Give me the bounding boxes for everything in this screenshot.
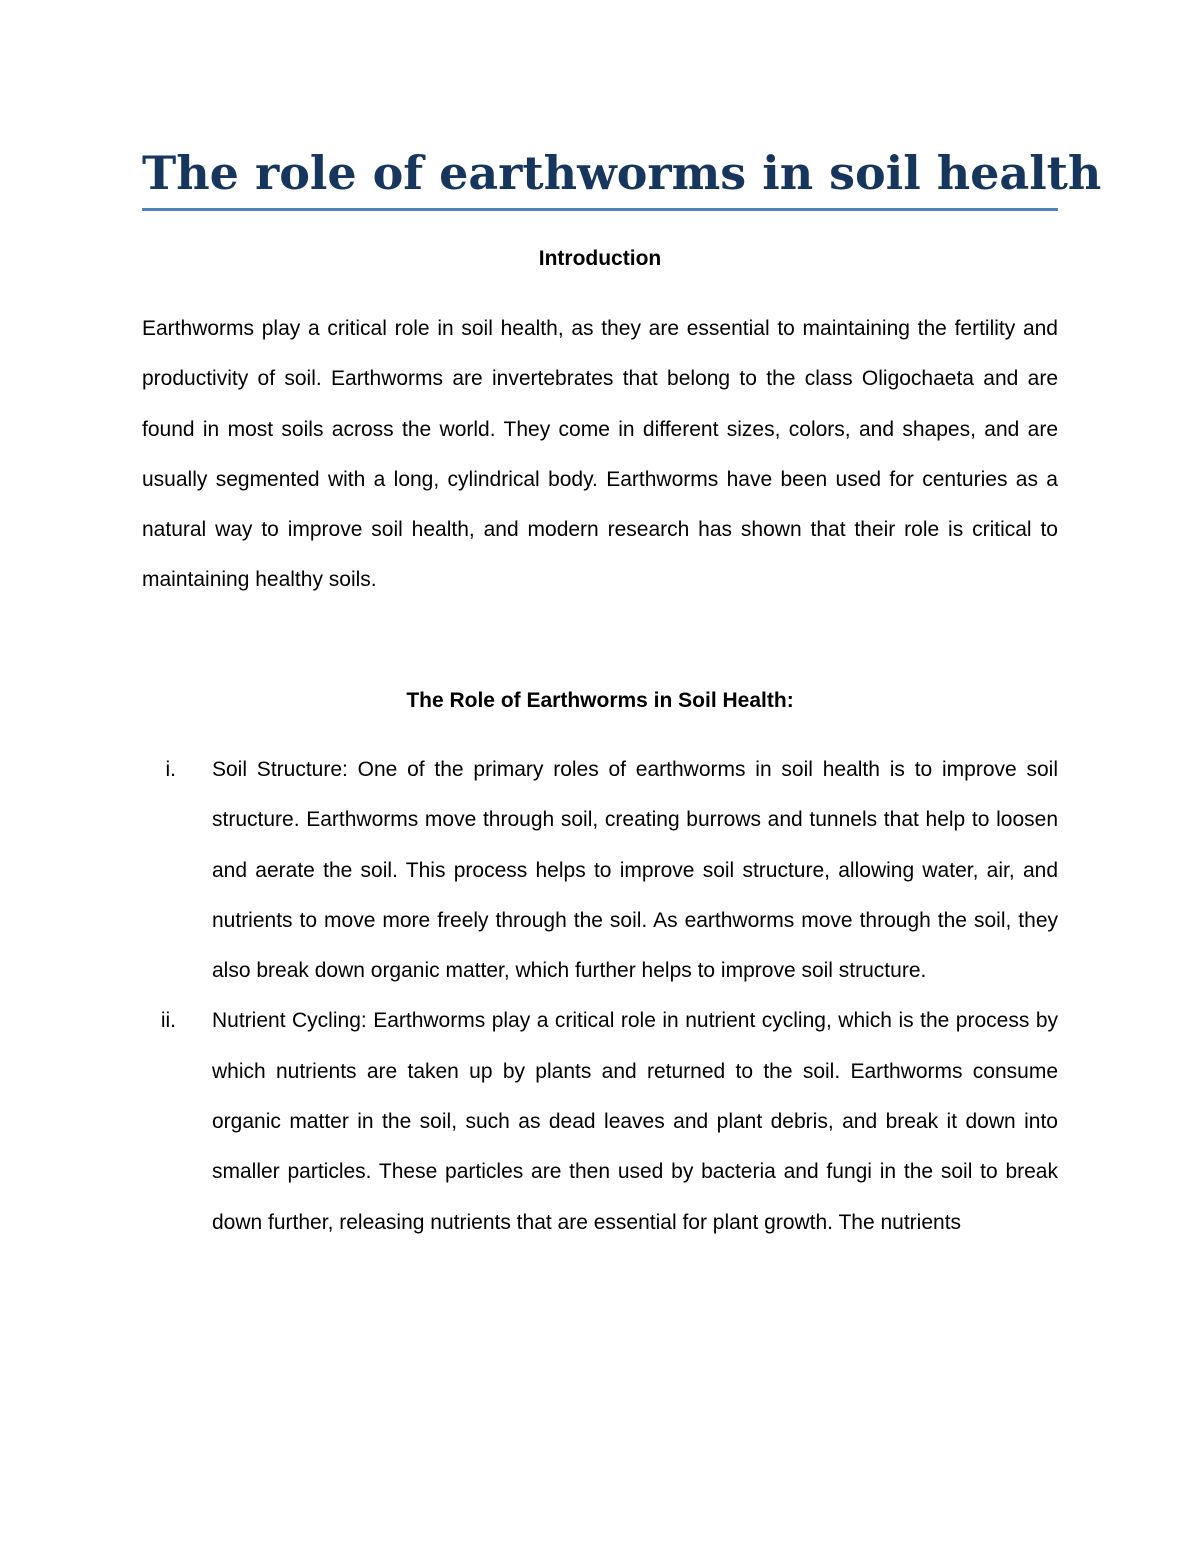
introduction-paragraph: Earthworms play a critical role in soil health, as they are essential to maintaining the fertility and productivity of soil. Earthworms are invertebrates that belong to the class Oligochaeta and are found in most soils across the world. They come in different sizes, colors, and shapes, and are usually segmented with a long, cylindrical body. Earthworms have been used for centuries as a natural way to improve soil health, and modern research has shown that their role is critical to maintaining healthy soils. bbox=[142, 317, 1058, 592]
list-item-text: Soil Structure: One of the primary roles of earthworms in soil health is to improve soil structure. Earthworms move through soil, creating burrows and tunnels that help to loosen and aerate the soil. This process helps to improve soil structure, allowing water, air, and nutrients to move more freely through the soil. As earthworms move through the soil, they also break down organic matter, which further helps to improve soil structure. bbox=[212, 758, 1058, 983]
roles-section-heading: The Role of Earthworms in Soil Health: bbox=[406, 689, 794, 712]
title-underline-divider bbox=[142, 208, 1058, 211]
list-item-text: Nutrient Cycling: Earthworms play a critical role in nutrient cycling, which is the process by which nutrients are taken up by plants and returned to the soil. Earthworms consume organic matter in the soil, such as dead leaves and plant debris, and break it down into smaller particles. These particles are then used by bacteria and fungi in the soil to break down further, releasing nutrients that are essential for plant growth. The nutrients bbox=[212, 1009, 1058, 1234]
list-marker: i. bbox=[165, 758, 176, 781]
introduction-heading: Introduction bbox=[538, 247, 662, 270]
list-marker: ii. bbox=[160, 1009, 176, 1033]
document-title: The role of earthworms in soil health bbox=[142, 146, 1102, 200]
list-item-soil-structure bbox=[142, 745, 1058, 996]
list-item-nutrient-cycling bbox=[142, 996, 1058, 1247]
roles-list bbox=[142, 745, 1058, 1248]
